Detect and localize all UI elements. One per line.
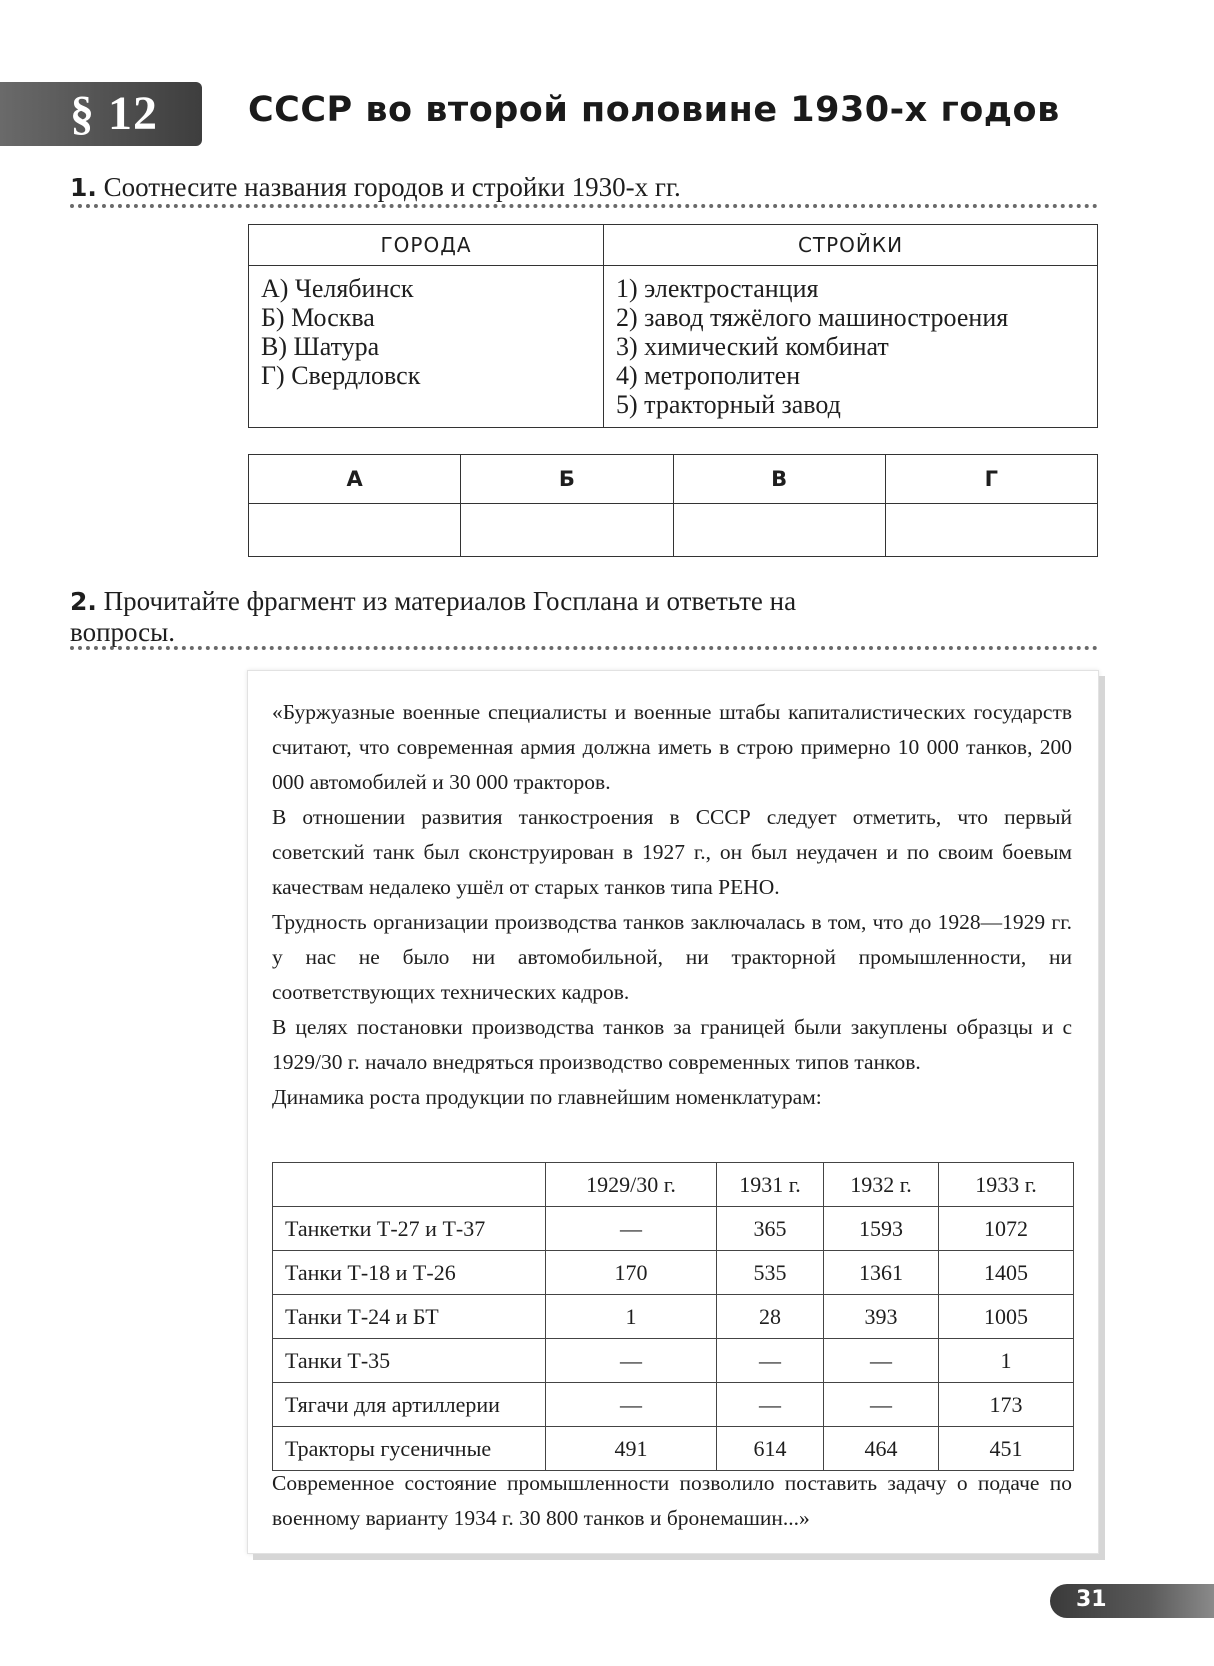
source-paragraph: В отношении развития танкостроения в СССР следует отметить, что первый советский танк был сконструирован в 1927 г., он был неудачен и по своим боевым качествам недалеко ушёл от старых танков типа РЕНО. — [272, 805, 1072, 899]
column-header-cities: ГОРОДА — [249, 225, 604, 266]
table-row — [273, 1427, 1074, 1471]
answer-grid — [248, 454, 1098, 557]
table-cell: — — [546, 1207, 717, 1251]
answer-cell-b[interactable] — [461, 504, 673, 557]
table-cell: 1 — [939, 1339, 1074, 1383]
table-header-cell: 1929/30 г. — [546, 1163, 717, 1207]
construction-item: 5) тракторный завод — [616, 390, 841, 419]
chapter-title: СССР во второй половине 1930-х годов — [248, 90, 1060, 130]
source-paragraph: В целях постановки производства танков за границей были закуплены образцы и с 1929/30 г. начало внедряться производство современных типов танков. — [272, 1015, 1072, 1074]
table-cell: 1361 — [824, 1251, 939, 1295]
row-label: Тягачи для артиллерии — [273, 1383, 546, 1427]
table-cell: 451 — [939, 1427, 1074, 1471]
task2-prompt — [70, 586, 922, 647]
construction-item: 4) метрополитен — [616, 361, 801, 390]
row-label: Танки Т-35 — [273, 1339, 546, 1383]
source-paragraph: Современное состояние промышленности позволило поставить задачу о подаче по военному варианту 1934 г. 30 800 танков и бронемашин...» — [272, 1471, 1072, 1530]
task1-text: Соотнесите названия городов и стройки 1930-х гг. — [103, 172, 681, 202]
table-header-row — [273, 1163, 1074, 1207]
section-number: § 12 — [70, 87, 158, 140]
task2-divider — [70, 646, 1098, 650]
construction-item: 2) завод тяжёлого машиностроения — [616, 303, 1009, 332]
table-cell: 1072 — [939, 1207, 1074, 1251]
table-cell: 614 — [717, 1427, 824, 1471]
answer-cell-v[interactable] — [673, 504, 885, 557]
source-paragraph: «Буржуазные военные специалисты и военные штабы капиталистических государств считают, что современная армия должна иметь в строю примерно 10 000 танков, 200 000 автомобилей и 30 000 тракторов. — [272, 700, 1072, 794]
matching-table — [248, 224, 1098, 428]
construction-item: 3) химический комбинат — [616, 332, 889, 361]
table-row — [273, 1295, 1074, 1339]
table-cell: 173 — [939, 1383, 1074, 1427]
production-table — [272, 1162, 1074, 1471]
table-cell: — — [824, 1383, 939, 1427]
table-row — [273, 1383, 1074, 1427]
table-cell: 1 — [546, 1295, 717, 1339]
table-cell: 1593 — [824, 1207, 939, 1251]
task2-text-line1: Прочитайте фрагмент из материалов Госплана и ответьте на — [103, 586, 797, 616]
city-item: В) Шатура — [261, 332, 380, 361]
answer-header-b: Б — [461, 455, 673, 504]
table-cell: 1405 — [939, 1251, 1074, 1295]
city-item: А) Челябинск — [261, 274, 414, 303]
table-row — [273, 1207, 1074, 1251]
table-header-cell — [273, 1163, 546, 1207]
row-label: Танки Т-24 и БТ — [273, 1295, 546, 1339]
table-cell: — — [824, 1339, 939, 1383]
task1-divider — [70, 204, 1098, 208]
task2-number: 2. — [70, 587, 97, 616]
answer-header-v: В — [673, 455, 885, 504]
table-cell: — — [717, 1383, 824, 1427]
column-header-constructions: СТРОЙКИ — [604, 225, 1098, 266]
table-cell: 535 — [717, 1251, 824, 1295]
cities-cell — [249, 266, 604, 428]
task1-prompt — [70, 172, 681, 203]
section-badge — [0, 82, 202, 146]
table-cell: 1005 — [939, 1295, 1074, 1339]
source-paragraph: Трудность организации производства танков заключалась в том, что до 1928—1929 гг. у нас не было ни автомобильной, ни тракторной промышленности, ни соответствующих технических кадров. — [272, 910, 1072, 1004]
table-cell: 365 — [717, 1207, 824, 1251]
row-label: Танки Т-18 и Т-26 — [273, 1251, 546, 1295]
table-cell: — — [546, 1339, 717, 1383]
source-closing-text — [272, 1466, 1072, 1536]
constructions-cell — [604, 266, 1098, 428]
city-item: Г) Свердловск — [261, 361, 421, 390]
table-header-cell: 1933 г. — [939, 1163, 1074, 1207]
task1-number: 1. — [70, 173, 97, 202]
table-row — [273, 1251, 1074, 1295]
answer-cell-g[interactable] — [885, 504, 1097, 557]
city-item: Б) Москва — [261, 303, 375, 332]
task2-text-line2: вопросы. — [70, 617, 176, 647]
table-cell: — — [717, 1339, 824, 1383]
table-cell: 464 — [824, 1427, 939, 1471]
answer-header-a: А — [249, 455, 461, 504]
answer-header-g: Г — [885, 455, 1097, 504]
row-label: Танкетки Т-27 и Т-37 — [273, 1207, 546, 1251]
construction-item: 1) электростанция — [616, 274, 819, 303]
table-cell: 170 — [546, 1251, 717, 1295]
answer-cell-a[interactable] — [249, 504, 461, 557]
source-paragraph: Динамика роста продукции по главнейшим номенклатурам: — [272, 1085, 822, 1109]
table-cell: — — [546, 1383, 717, 1427]
page-number: 31 — [1076, 1587, 1107, 1612]
table-header-cell: 1932 г. — [824, 1163, 939, 1207]
row-label: Тракторы гусеничные — [273, 1427, 546, 1471]
table-row — [273, 1339, 1074, 1383]
table-cell: 393 — [824, 1295, 939, 1339]
source-excerpt-text — [272, 695, 1072, 1115]
table-cell: 28 — [717, 1295, 824, 1339]
table-header-cell: 1931 г. — [717, 1163, 824, 1207]
table-cell: 491 — [546, 1427, 717, 1471]
page-number-badge — [1050, 1584, 1214, 1618]
